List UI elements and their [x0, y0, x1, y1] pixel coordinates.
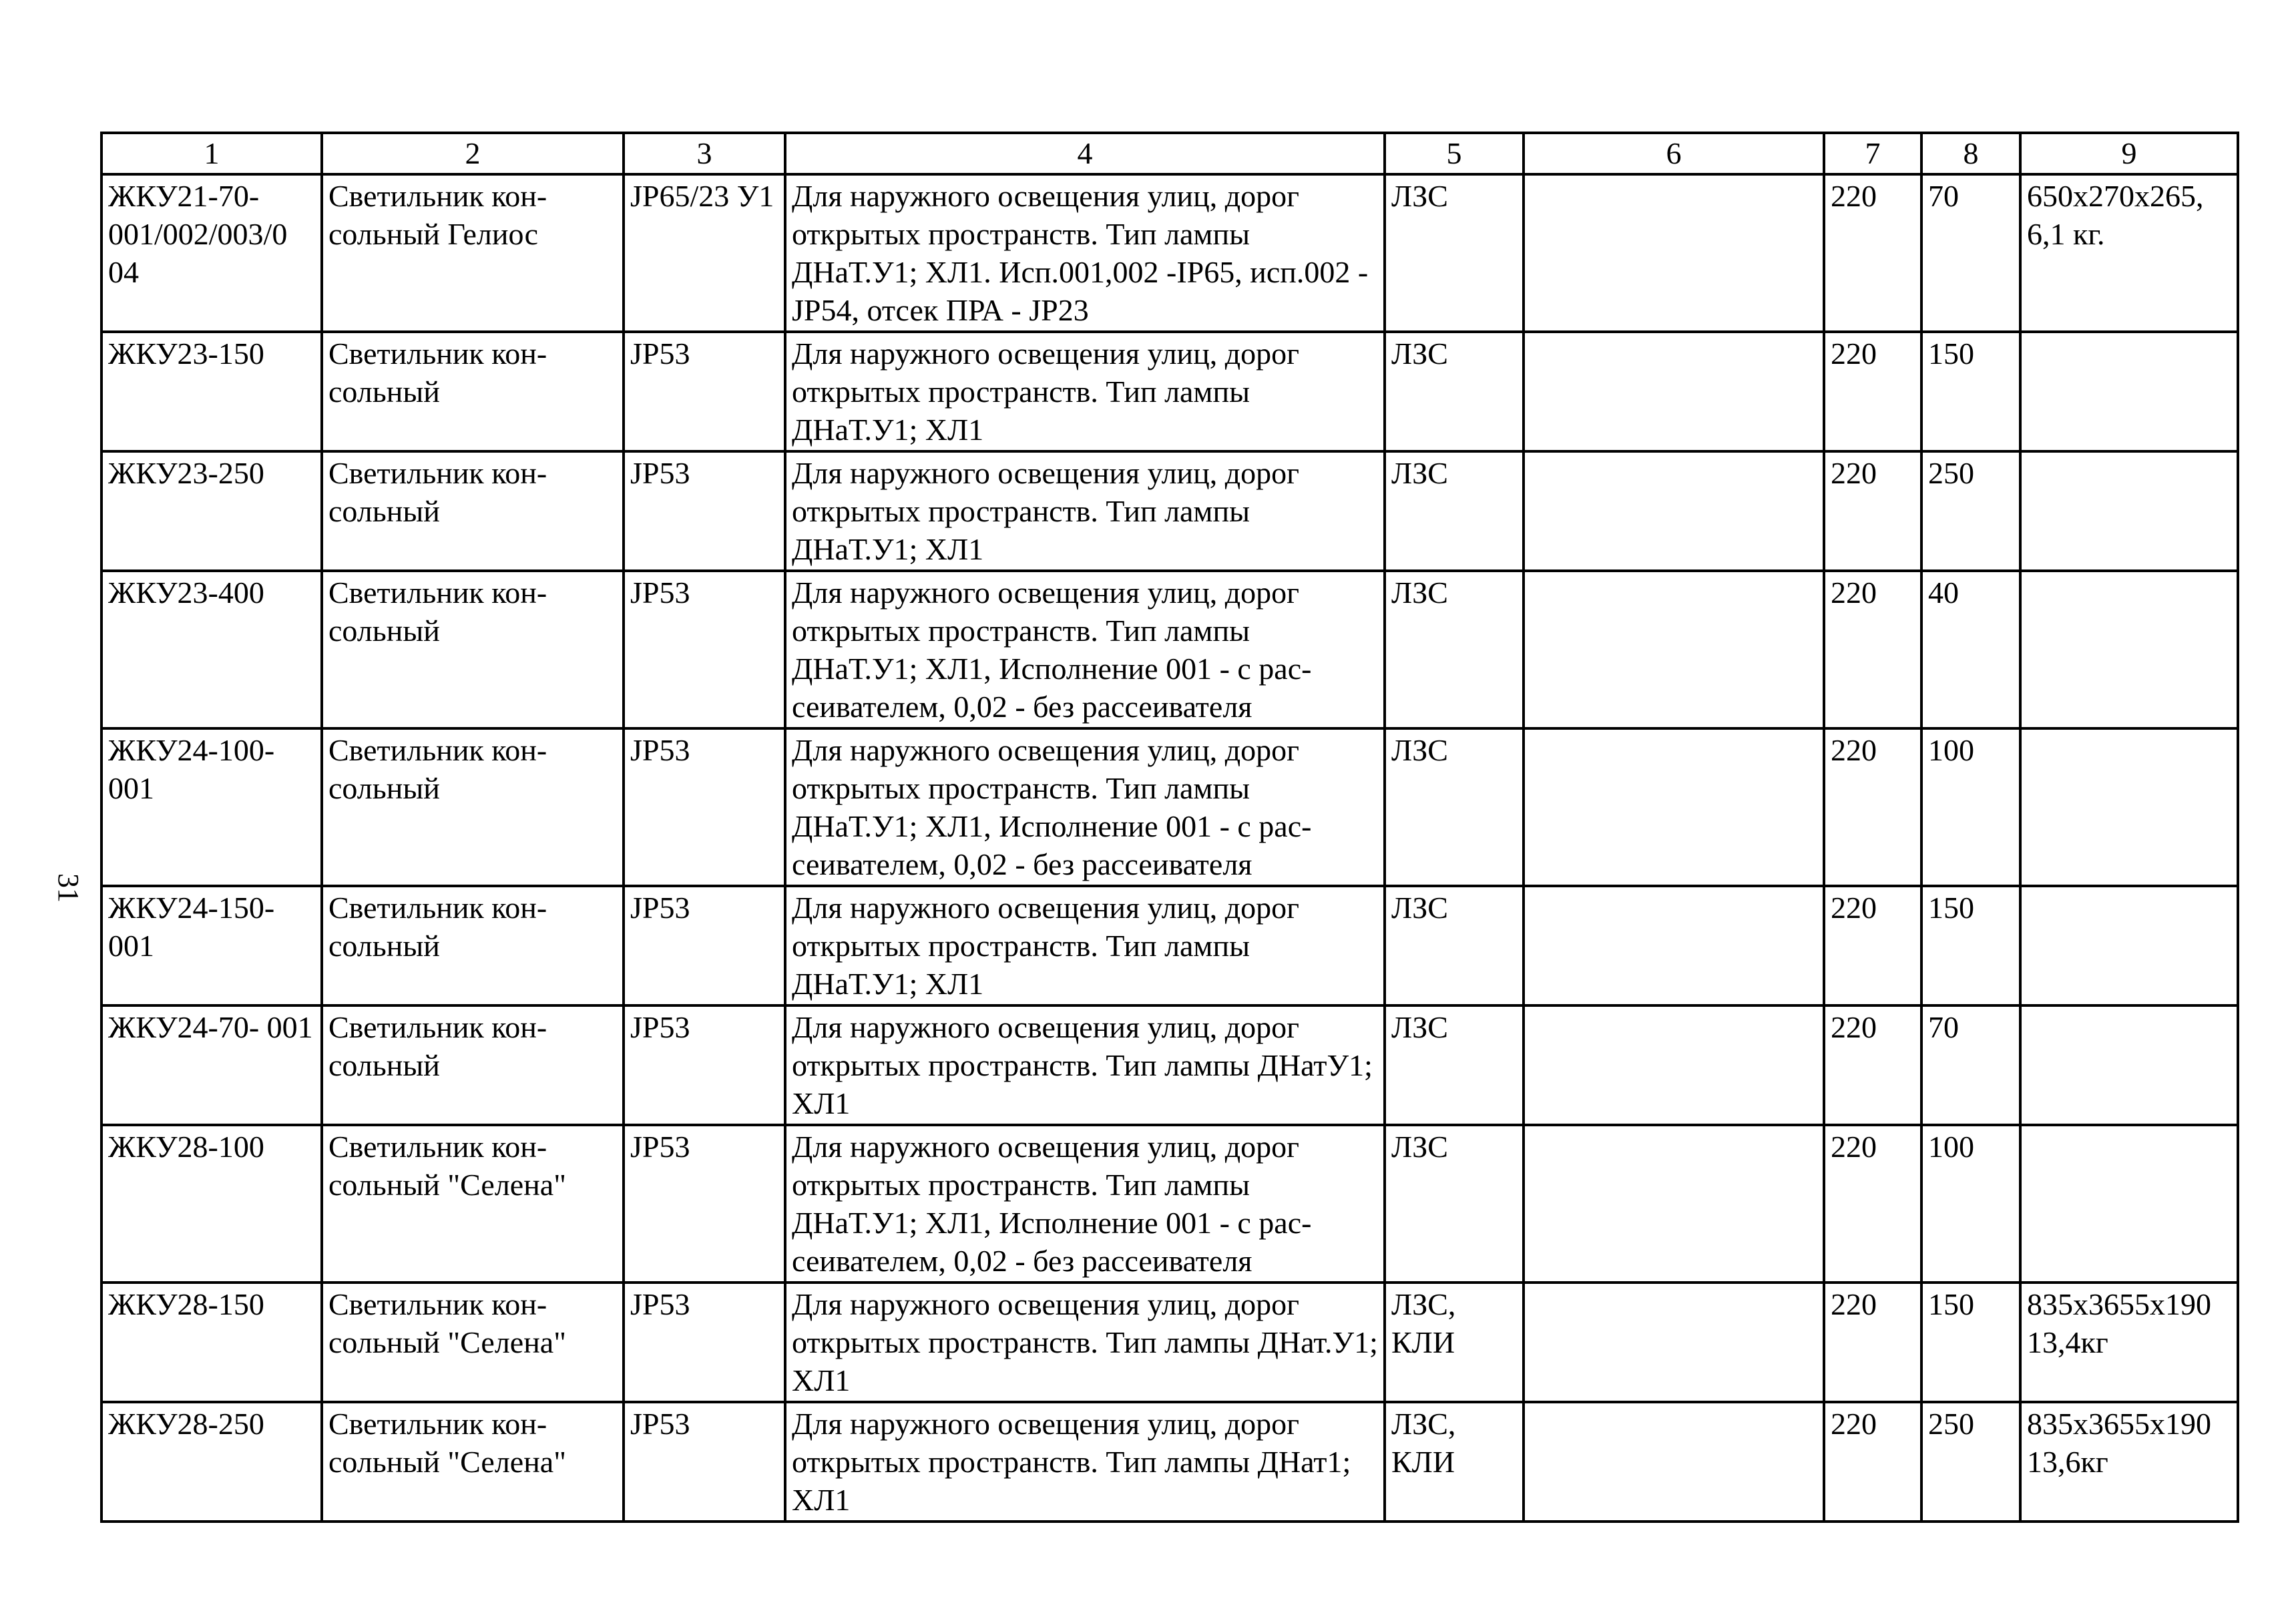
table-row [101, 451, 2238, 571]
description-cell: Для наружного освещения улиц, дорог открытых пространств. Тип лампы ДНаТ.У1; ХЛ1. Исп.001,002 -IP65, исп.002 - JP54, отсек ПРА - JP23 [785, 174, 1385, 332]
column-header: 8 [1921, 133, 2020, 174]
model-code-cell: ЖКУ21-70-001/002/003/0 04 [101, 174, 322, 332]
table-row [101, 886, 2238, 1005]
product-name-cell: Светильник кон- сольный [322, 1005, 624, 1125]
table-row [101, 1005, 2238, 1125]
voltage-cell: 220 [1824, 451, 1921, 571]
dimensions-cell [2020, 571, 2238, 728]
product-name-cell: Светильник кон- сольный [322, 332, 624, 451]
dimensions-cell [2020, 886, 2238, 1005]
power-cell: 40 [1921, 571, 2020, 728]
power-cell: 150 [1921, 332, 2020, 451]
protection-class-cell: JP65/23 У1 [624, 174, 785, 332]
product-name-cell: Светильник кон- сольный [322, 571, 624, 728]
protection-class-cell: JP53 [624, 1402, 785, 1522]
description-cell: Для наружного освещения улиц, дорог открытых пространств. Тип лампы ДНаТ.У1; ХЛ1 [785, 451, 1385, 571]
power-cell: 70 [1921, 1005, 2020, 1125]
column-5-cell: ЛЗС [1385, 571, 1524, 728]
column-header: 6 [1524, 133, 1824, 174]
product-name-cell: Светильник кон- сольный [322, 451, 624, 571]
column-header: 1 [101, 133, 322, 174]
column-6-cell [1524, 451, 1824, 571]
column-6-cell [1524, 174, 1824, 332]
dimensions-cell [2020, 451, 2238, 571]
column-5-cell: ЛЗС, КЛИ [1385, 1402, 1524, 1522]
product-name-cell: Светильник кон- сольный [322, 886, 624, 1005]
column-6-cell [1524, 1283, 1824, 1402]
model-code-cell: ЖКУ24-100- 001 [101, 728, 322, 886]
column-6-cell [1524, 1402, 1824, 1522]
table-row [101, 571, 2238, 728]
voltage-cell: 220 [1824, 332, 1921, 451]
protection-class-cell: JP53 [624, 571, 785, 728]
table-row [101, 1402, 2238, 1522]
description-cell: Для наружного освещения улиц, дорог открытых пространств. Тип лампы ДНаТ.У1; ХЛ1, Исполнение 001 - с рас- сеивателем, 0,02 - без рассеивателя [785, 728, 1385, 886]
dimensions-cell: 835x3655x190 13,6кг [2020, 1402, 2238, 1522]
column-5-cell: ЛЗС [1385, 728, 1524, 886]
protection-class-cell: JP53 [624, 1283, 785, 1402]
column-5-cell: ЛЗС [1385, 1005, 1524, 1125]
model-code-cell: ЖКУ23-250 [101, 451, 322, 571]
column-5-cell: ЛЗС [1385, 332, 1524, 451]
dimensions-cell [2020, 1125, 2238, 1283]
column-6-cell [1524, 728, 1824, 886]
column-6-cell [1524, 1005, 1824, 1125]
model-code-cell: ЖКУ28-150 [101, 1283, 322, 1402]
page-number: 31 [52, 873, 85, 903]
voltage-cell: 220 [1824, 1402, 1921, 1522]
power-cell: 70 [1921, 174, 2020, 332]
luminaire-spec-table [100, 132, 2239, 1523]
column-header: 5 [1385, 133, 1524, 174]
column-5-cell: ЛЗС [1385, 886, 1524, 1005]
protection-class-cell: JP53 [624, 1125, 785, 1283]
column-header: 4 [785, 133, 1385, 174]
voltage-cell: 220 [1824, 1005, 1921, 1125]
description-cell: Для наружного освещения улиц, дорог открытых пространств. Тип лампы ДНат1; ХЛ1 [785, 1402, 1385, 1522]
product-name-cell: Светильник кон- сольный "Селена" [322, 1283, 624, 1402]
column-header: 3 [624, 133, 785, 174]
power-cell: 150 [1921, 886, 2020, 1005]
model-code-cell: ЖКУ28-250 [101, 1402, 322, 1522]
description-cell: Для наружного освещения улиц, дорог открытых пространств. Тип лампы ДНаТ.У1; ХЛ1 [785, 332, 1385, 451]
product-name-cell: Светильник кон- сольный "Селена" [322, 1125, 624, 1283]
protection-class-cell: JP53 [624, 886, 785, 1005]
column-6-cell [1524, 571, 1824, 728]
column-5-cell: ЛЗС, КЛИ [1385, 1283, 1524, 1402]
description-cell: Для наружного освещения улиц, дорог открытых пространств. Тип лампы ДНаТ.У1; ХЛ1, Исполнение 001 - с рас- сеивателем, 0,02 - без рассеивателя [785, 1125, 1385, 1283]
column-header: 9 [2020, 133, 2238, 174]
product-name-cell: Светильник кон- сольный [322, 728, 624, 886]
power-cell: 100 [1921, 728, 2020, 886]
voltage-cell: 220 [1824, 1125, 1921, 1283]
column-5-cell: ЛЗС [1385, 1125, 1524, 1283]
power-cell: 250 [1921, 1402, 2020, 1522]
dimensions-cell: 650x270x265, 6,1 кг. [2020, 174, 2238, 332]
voltage-cell: 220 [1824, 571, 1921, 728]
column-header: 2 [322, 133, 624, 174]
description-cell: Для наружного освещения улиц, дорог открытых пространств. Тип лампы ДНаТ.У1; ХЛ1 [785, 886, 1385, 1005]
model-code-cell: ЖКУ28-100 [101, 1125, 322, 1283]
table-row [101, 1283, 2238, 1402]
power-cell: 150 [1921, 1283, 2020, 1402]
description-cell: Для наружного освещения улиц, дорог открытых пространств. Тип лампы ДНаТ.У1; ХЛ1, Исполнение 001 - с рас- сеивателем, 0,02 - без рассеивателя [785, 571, 1385, 728]
product-name-cell: Светильник кон- сольный Гелиос [322, 174, 624, 332]
protection-class-cell: JP53 [624, 332, 785, 451]
protection-class-cell: JP53 [624, 728, 785, 886]
table-row [101, 728, 2238, 886]
protection-class-cell: JP53 [624, 451, 785, 571]
voltage-cell: 220 [1824, 174, 1921, 332]
voltage-cell: 220 [1824, 728, 1921, 886]
column-header: 7 [1824, 133, 1921, 174]
model-code-cell: ЖКУ24-70- 001 [101, 1005, 322, 1125]
column-6-cell [1524, 886, 1824, 1005]
power-cell: 250 [1921, 451, 2020, 571]
table-row [101, 332, 2238, 451]
description-cell: Для наружного освещения улиц, дорог открытых пространств. Тип лампы ДНатУ1; ХЛ1 [785, 1005, 1385, 1125]
header-row [101, 133, 2238, 174]
model-code-cell: ЖКУ23-400 [101, 571, 322, 728]
dimensions-cell [2020, 1005, 2238, 1125]
model-code-cell: ЖКУ23-150 [101, 332, 322, 451]
column-6-cell [1524, 1125, 1824, 1283]
column-6-cell [1524, 332, 1824, 451]
column-5-cell: ЛЗС [1385, 451, 1524, 571]
description-cell: Для наружного освещения улиц, дорог открытых пространств. Тип лампы ДНат.У1; ХЛ1 [785, 1283, 1385, 1402]
column-5-cell: ЛЗС [1385, 174, 1524, 332]
model-code-cell: ЖКУ24-150- 001 [101, 886, 322, 1005]
protection-class-cell: JP53 [624, 1005, 785, 1125]
dimensions-cell: 835x3655x190 13,4кг [2020, 1283, 2238, 1402]
product-name-cell: Светильник кон- сольный "Селена" [322, 1402, 624, 1522]
table-row [101, 174, 2238, 332]
dimensions-cell [2020, 728, 2238, 886]
dimensions-cell [2020, 332, 2238, 451]
table-row [101, 1125, 2238, 1283]
voltage-cell: 220 [1824, 1283, 1921, 1402]
power-cell: 100 [1921, 1125, 2020, 1283]
voltage-cell: 220 [1824, 886, 1921, 1005]
